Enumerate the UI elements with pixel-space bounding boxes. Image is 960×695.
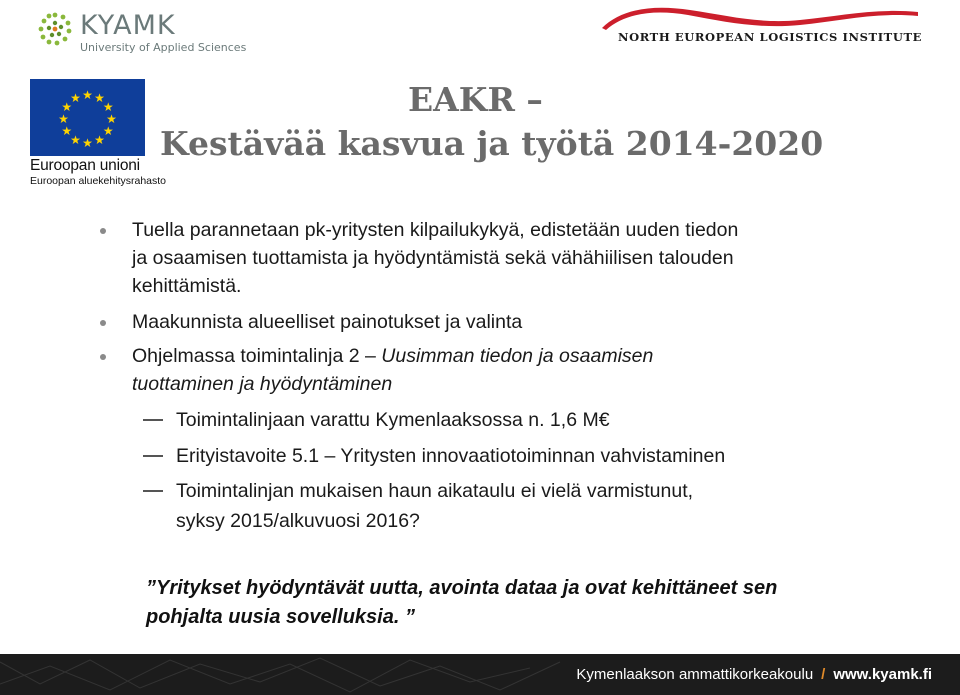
subbullet-3-line-1: Toimintalinjan mukaisen haun aikataulu ei vielä varmistunut, [176,480,694,502]
svg-text:★: ★ [106,112,117,126]
subbullet-dash [143,419,163,421]
subbullet-dash [143,455,163,457]
title-line-2: Kestävää kasvua ja työtä 2014-2020 [160,124,824,163]
kyamk-wordmark: KYAMK [80,10,176,41]
quote-line-2: pohjalta uusia sovelluksia. ” [146,606,415,628]
svg-text:★: ★ [61,124,73,138]
svg-text:★: ★ [94,132,105,147]
svg-text:★: ★ [58,112,69,126]
kyamk-subtitle: University of Applied Sciences [80,41,247,54]
eu-fund-name: Euroopan aluekehitysrahasto [30,175,167,187]
footer-text [576,666,932,683]
subbullet-3 [176,476,876,536]
bullet-3-italic-2: tuottaminen ja hyödyntäminen [132,373,393,395]
bullet-1-line-2: ja osaamisen tuottamista ja hyödyntämistä sekä vähähiilisen talouden [132,247,734,269]
svg-text:★: ★ [61,100,73,114]
bullet-1 [132,216,852,300]
svg-text:★: ★ [82,136,93,150]
bullet-2: Maakunnista alueelliset painotukset ja valinta [132,311,523,333]
subbullet-3-line-2: syksy 2015/alkuvuosi 2016? [176,510,420,532]
bullet-3 [132,342,852,398]
kyamk-logo [38,10,247,58]
bullet-1-line-3: kehittämistä. [132,275,242,297]
bullet-3-prefix: Ohjelmassa toimintalinja 2 – [132,345,382,367]
kyamk-dots-icon [38,12,72,46]
svg-text:★: ★ [70,91,81,106]
svg-text:★: ★ [102,100,114,114]
title-line-1: EAKR – [408,80,543,119]
bullet-3-line-1 [132,342,852,370]
bullet-dot [100,228,106,234]
eu-logo [30,79,167,187]
eu-name: Euroopan unioni [30,157,140,174]
svg-text:★: ★ [70,132,81,147]
bullet-dot [100,354,106,360]
bullet-1-line-1: Tuella parannetaan pk-yritysten kilpailukykyä, edistetään uuden tiedon [132,219,739,241]
neli-wordmark: NORTH EUROPEAN LOGISTICS INSTITUTE [618,30,922,44]
svg-text:★: ★ [102,124,114,138]
red-swoosh-icon [600,0,920,32]
quote-line-1: ”Yritykset hyödyntävät uutta, avointa dataa ja ovat kehittäneet sen [146,577,778,599]
subbullet-dash [143,490,163,492]
footer-bar [0,654,960,695]
footer-org: Kymenlaakson ammattikorkeakoulu [576,666,814,683]
eu-flag-icon [30,79,145,156]
svg-text:★: ★ [94,91,105,106]
neli-logo [600,0,920,48]
bullet-3-italic-1: Uusimman tiedon ja osaamisen [381,345,654,367]
bullet-dot [100,320,106,326]
slide-title [160,78,940,166]
subbullet-1: Toimintalinjaan varattu Kymenlaaksossa n. 1,6 M€ [176,409,610,431]
subbullet-2: Erityistavoite 5.1 – Yritysten innovaatiotoiminnan vahvistaminen [176,445,726,467]
svg-text:★: ★ [82,88,93,102]
quote [146,574,866,632]
footer-separator: / [821,666,826,683]
footer-url-link[interactable]: www.kyamk.fi [833,666,932,683]
